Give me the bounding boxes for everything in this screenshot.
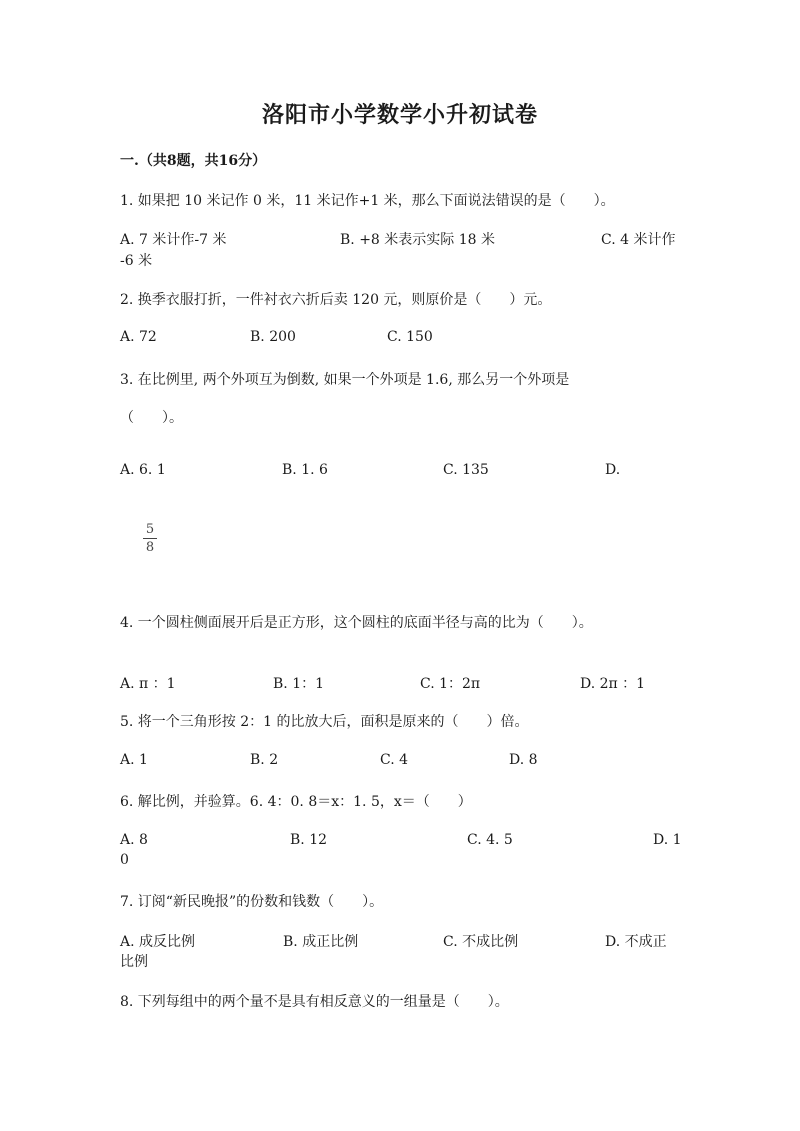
question-3-option-c: C. 135: [443, 462, 489, 478]
question-4-option-b: B. 1：1: [273, 676, 325, 692]
question-1-option-c-wrap: -6 米: [120, 253, 153, 269]
question-7-option-a: A. 成反比例: [120, 934, 196, 950]
question-3-stem: 3. 在比例里, 两个外项互为倒数, 如果一个外项是 1.6, 那么另一个外项是: [120, 372, 570, 388]
question-2-stem: 2. 换季衣服打折，一件衬衣六折后卖 120 元，则原价是（ ）元。: [120, 292, 552, 308]
question-2-option-c: C. 150: [387, 329, 433, 345]
question-6-option-d-wrap: 0: [120, 852, 129, 868]
question-6-option-d: D. 1: [653, 832, 682, 848]
question-5-option-b: B. 2: [250, 752, 279, 768]
question-7-option-d: D. 不成正: [605, 934, 667, 950]
question-1-option-c: C. 4 米计作: [601, 232, 676, 248]
fraction-bar: [143, 538, 157, 539]
question-3-option-a: A. 6. 1: [120, 462, 166, 478]
question-5-stem: 5. 将一个三角形按 2：1 的比放大后，面积是原来的（ ）倍。: [120, 714, 529, 730]
question-3-option-d: D.: [605, 462, 621, 478]
question-4-option-d: D. 2π ：1: [580, 676, 646, 692]
question-4-stem: 4. 一个圆柱侧面展开后是正方形，这个圆柱的底面半径与高的比为（ ）。: [120, 615, 593, 631]
question-7-option-b: B. 成正比例: [283, 934, 359, 950]
question-5-option-a: A. 1: [120, 752, 148, 768]
question-3-option-d-fraction: [143, 522, 157, 555]
question-6-stem: 6. 解比例，并验算。6. 4：0. 8＝x：1. 5，x＝（ ）: [120, 794, 472, 810]
section-heading: 一.（共8题，共16分）: [120, 153, 267, 169]
question-3-stem-wrap: （ ）。: [120, 410, 183, 426]
question-6-option-a: A. 8: [120, 832, 148, 848]
question-1-option-b: B. +8 米表示实际 18 米: [340, 232, 495, 248]
question-6-option-c: C. 4. 5: [467, 832, 513, 848]
exam-title: 洛阳市小学数学小升初试卷: [261, 102, 538, 128]
question-2-option-a: A. 72: [120, 329, 157, 345]
question-8-stem: 8. 下列每组中的两个量不是具有相反意义的一组量是（ ）。: [120, 994, 509, 1010]
question-5-option-c: C. 4: [380, 752, 409, 768]
question-7-option-c: C. 不成比例: [443, 934, 519, 950]
question-5-option-d: D. 8: [509, 752, 538, 768]
question-7-option-d-wrap: 比例: [120, 954, 148, 970]
question-7-stem: 7. 订阅“新民晚报”的份数和钱数（ ）。: [120, 894, 384, 910]
fraction-numerator: 5: [145, 522, 155, 537]
question-6-option-b: B. 12: [290, 832, 328, 848]
question-3-option-b: B. 1. 6: [282, 462, 328, 478]
question-1-option-a: A. 7 米计作-7 米: [120, 232, 227, 248]
question-1-stem: 1. 如果把 10 米记作 0 米，11 米记作+1 米，那么下面说法错误的是（ ）。: [120, 193, 615, 209]
question-2-option-b: B. 200: [250, 329, 296, 345]
fraction-denominator: 8: [145, 540, 155, 555]
question-4-option-c: C. 1：2π: [420, 676, 481, 692]
question-4-option-a: A. π ：1: [120, 676, 176, 692]
